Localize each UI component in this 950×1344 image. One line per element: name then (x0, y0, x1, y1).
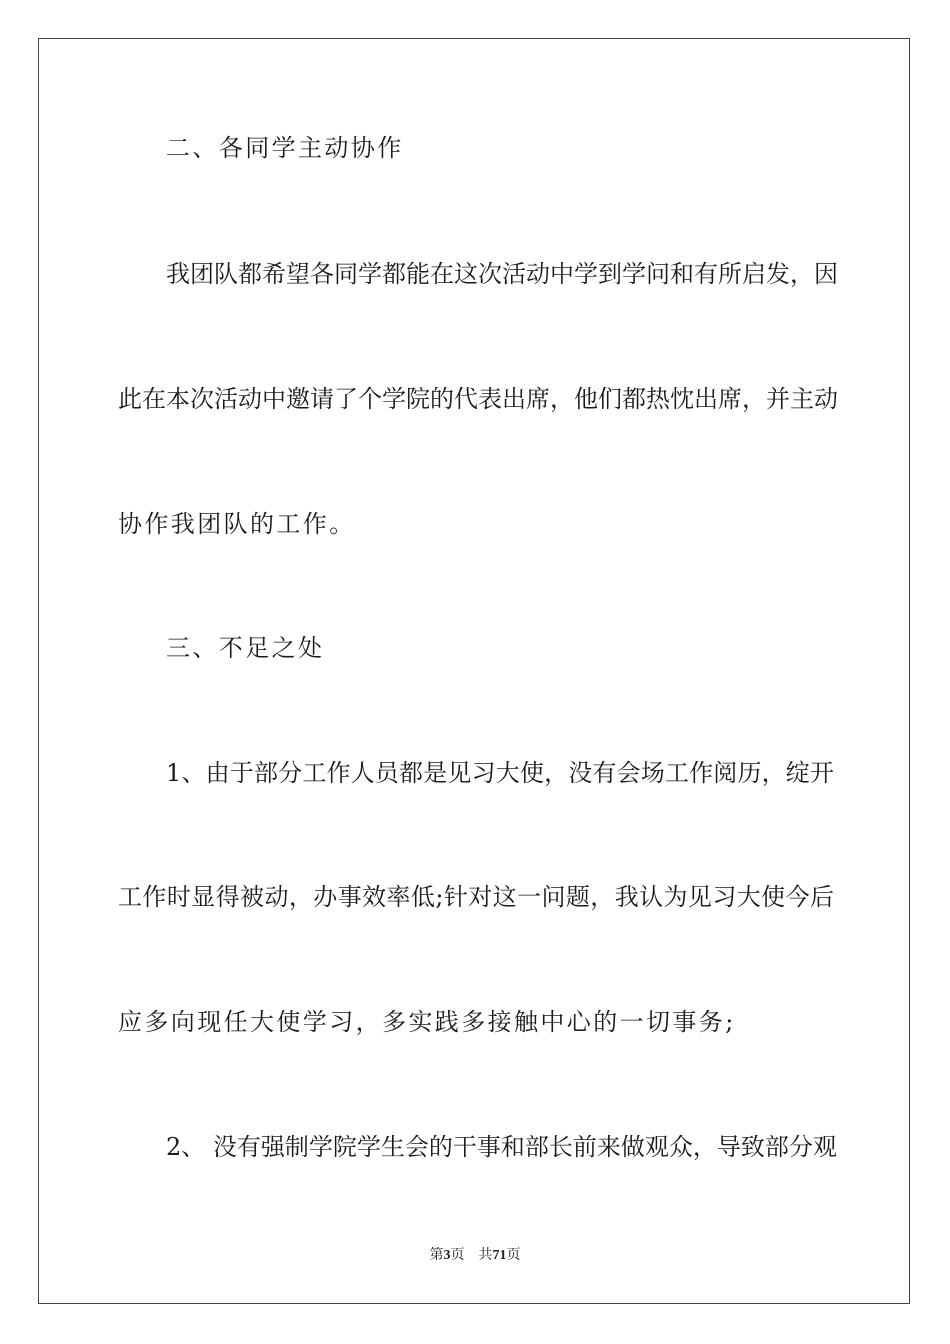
paragraph-line: 我团队都希望各同学都能在这次活动中学到学问和有所启发，因 (166, 260, 838, 288)
paragraph-line: 此在本次活动中邀请了个学院的代表出席，他们都热忱出席，并主动 (118, 385, 838, 413)
footer-total-suffix: 页 (506, 1248, 521, 1263)
footer-page-suffix: 页 (450, 1248, 465, 1263)
footer-page-number: 3 (443, 1248, 451, 1263)
section-heading-2: 二、各同学主动协作 (166, 134, 404, 162)
footer-total-pages: 71 (492, 1248, 507, 1263)
list-item-line: 2、 没有强制学院学生会的干事和部长前来做观众，导致部分观 (166, 1133, 837, 1161)
page-footer (0, 1247, 950, 1265)
footer-total-prefix: 共 (478, 1248, 493, 1263)
page-border (38, 38, 910, 1304)
section-heading-3: 三、不足之处 (166, 634, 325, 662)
list-item-line: 应多向现任大使学习，多实践多接触中心的一切事务; (118, 1008, 736, 1036)
list-item-line: 工作时显得被动，办事效率低;针对这一问题，我认为见习大使今后 (118, 883, 834, 911)
footer-page-prefix: 第 (429, 1248, 444, 1263)
list-item-line: 1、由于部分工作人员都是见习大使，没有会场工作阅历，绽开 (166, 759, 834, 787)
paragraph-line: 协作我团队的工作。 (118, 510, 356, 538)
